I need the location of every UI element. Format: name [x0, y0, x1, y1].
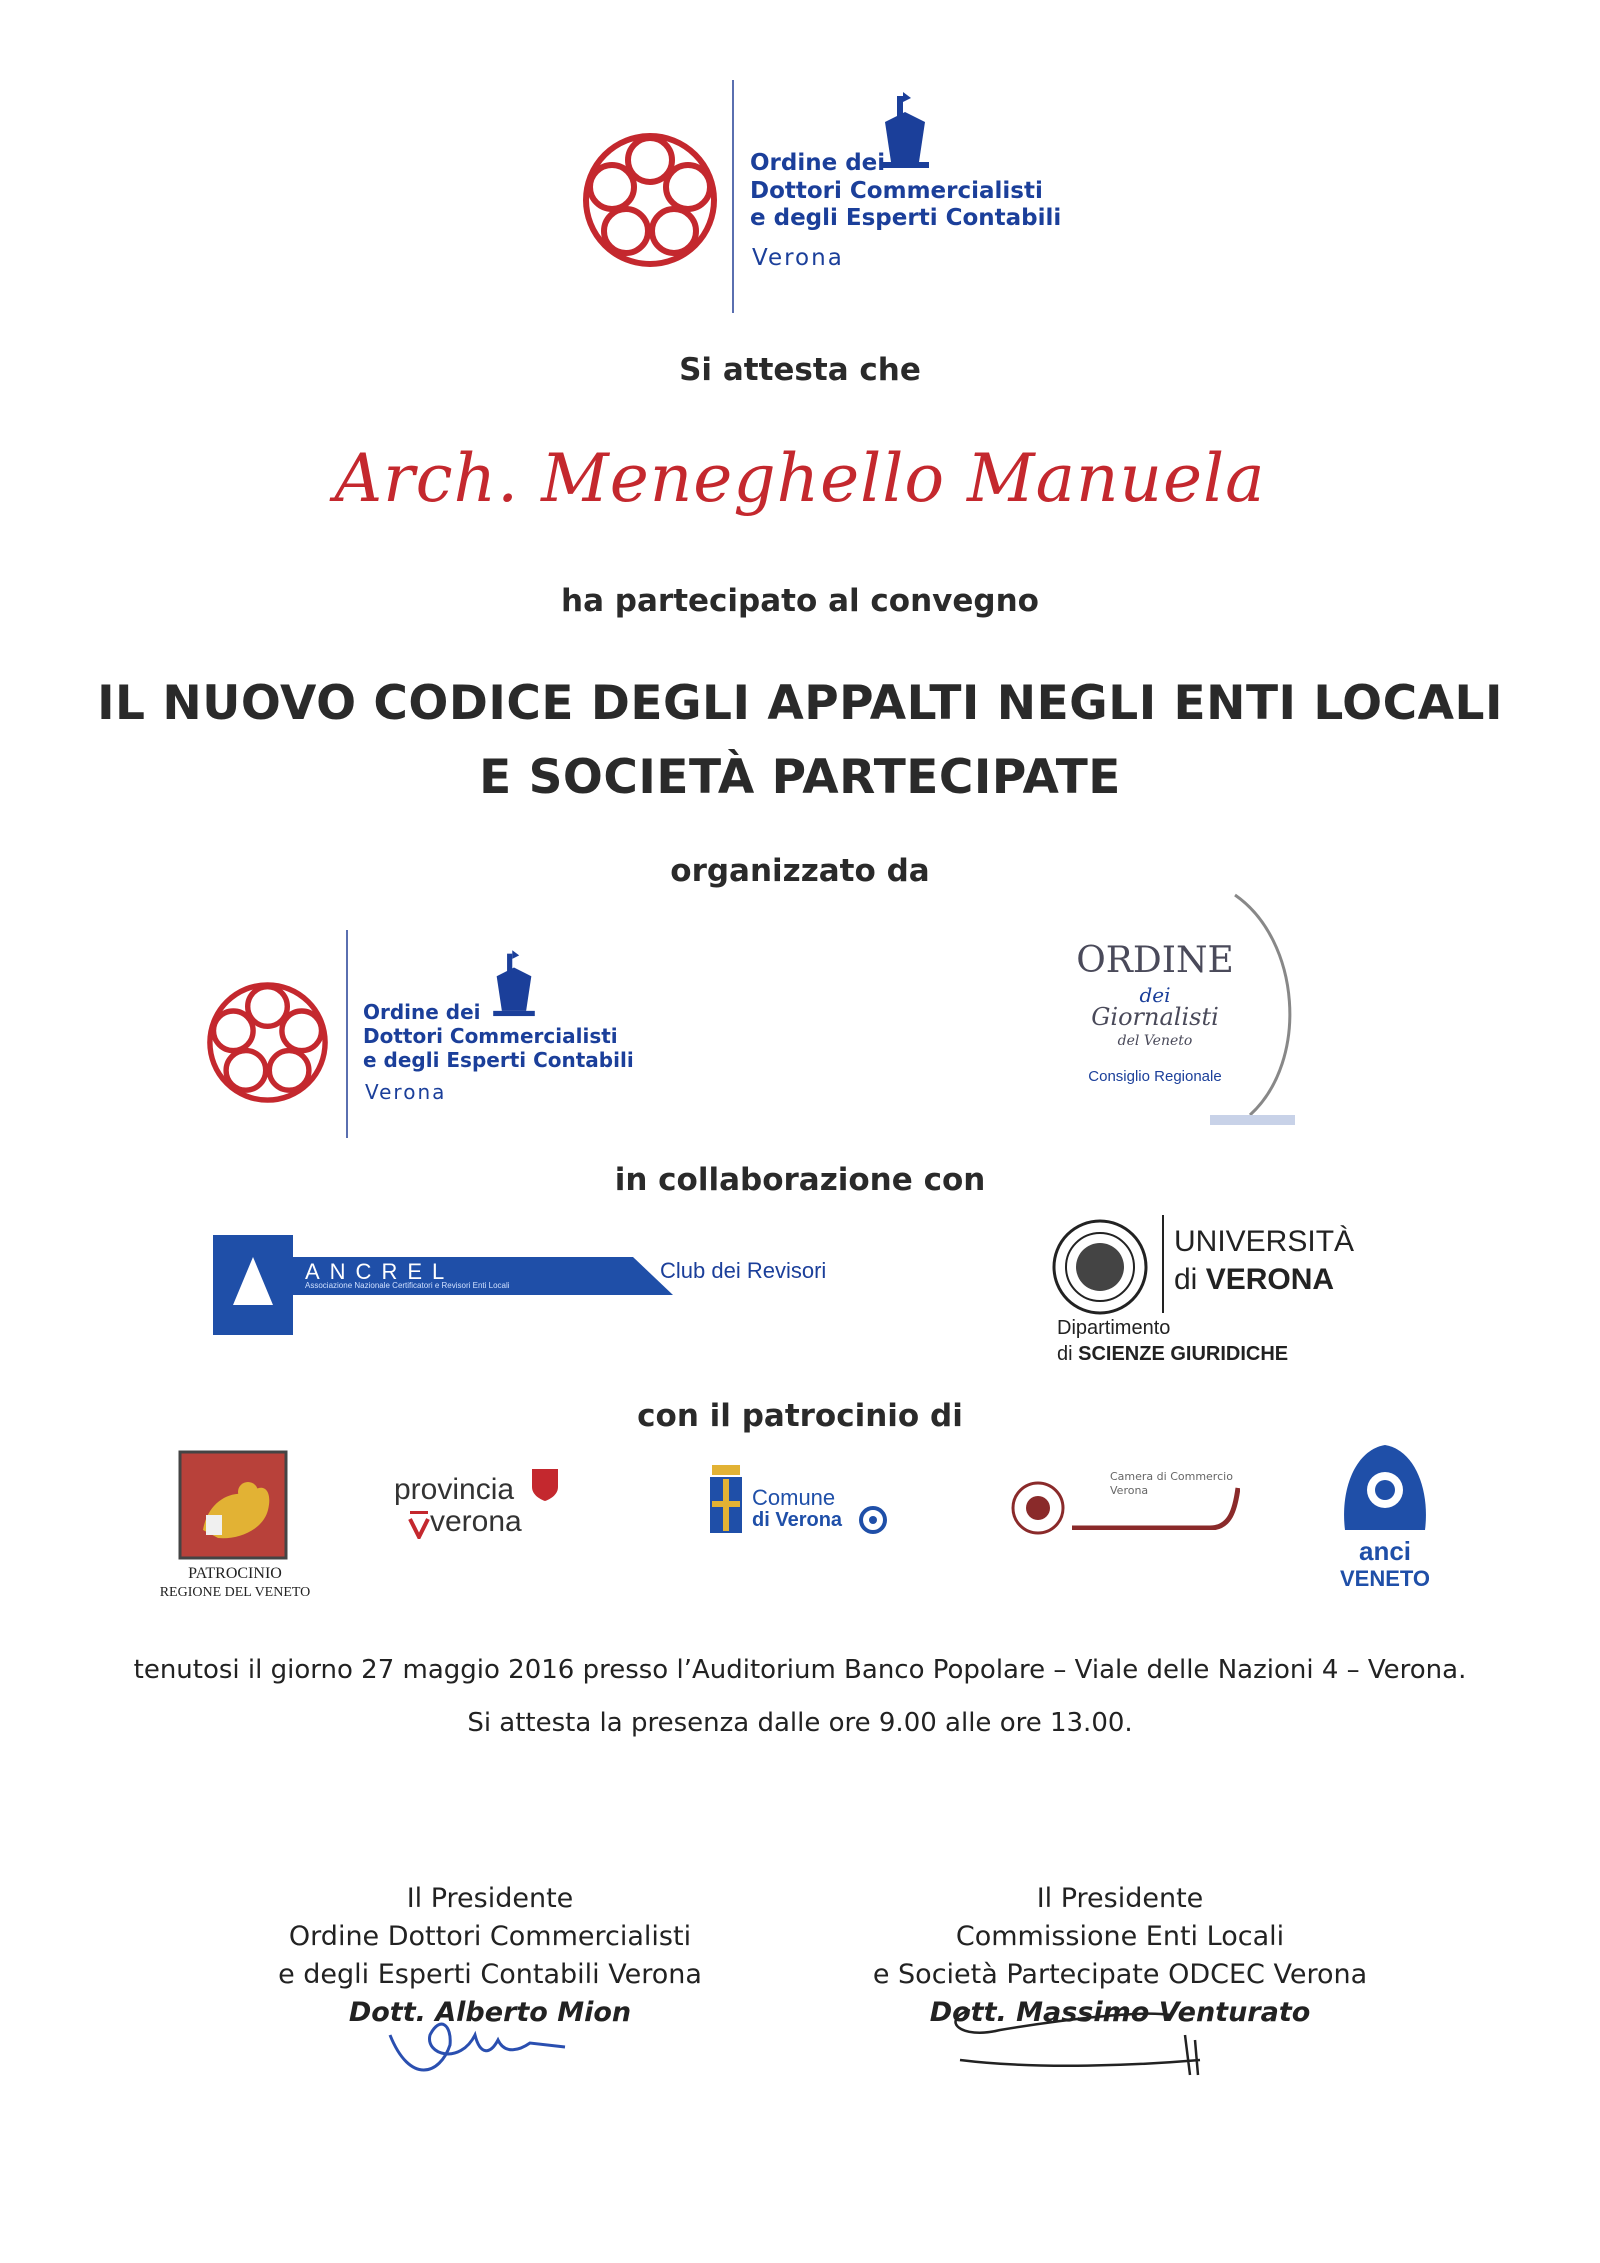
- univr-divider: [1162, 1215, 1164, 1313]
- signatory-right-role: Il Presidente: [1036, 1883, 1204, 1914]
- comune-crest-icon: [708, 1465, 744, 1537]
- recipient-name: Arch. Meneghello Manuela: [334, 440, 1266, 517]
- univr-seal-icon: [1050, 1217, 1150, 1317]
- univr-line2-strong: VERONA: [1205, 1263, 1335, 1296]
- odcec-line3: e degli Esperti Contabili: [750, 205, 1062, 232]
- giornalisti-veneto: del Veneto: [1117, 1033, 1193, 1049]
- patronage-text: con il patrocinio di: [637, 1398, 963, 1434]
- camera-seal-icon: [1010, 1480, 1066, 1536]
- organizer-odcec-line2: Dottori Commercialisti: [363, 1024, 618, 1048]
- signatory-right-name: Dott. Massimo Venturato: [929, 1997, 1311, 2028]
- attendance: Si attesta la presenza dalle ore 9.00 alle ore 13.00.: [467, 1708, 1133, 1738]
- ancrel-subtitle: Associazione Nazionale Certificatori e Revisori Enti Locali: [305, 1281, 510, 1290]
- comune-line1: Comune: [752, 1485, 836, 1510]
- camera-line2: Verona: [1110, 1484, 1149, 1497]
- signatory-left-role: Il Presidente: [406, 1883, 574, 1914]
- giornalisti-logo: [1060, 890, 1320, 1130]
- provincia-line2: verona: [430, 1505, 522, 1538]
- organizer-odcec-divider: [346, 930, 348, 1138]
- regione-line2: REGIONE DEL VENETO: [159, 1585, 311, 1600]
- signatory-right-org1: Commissione Enti Locali: [955, 1921, 1285, 1952]
- comune-line2: di Verona: [752, 1509, 843, 1531]
- signatory-left-name: Dott. Alberto Mion: [348, 1997, 632, 2028]
- organizer-odcec-logo: [200, 930, 640, 1140]
- odcec-line1: Ordine dei: [750, 150, 886, 176]
- univr-line1: UNIVERSITÀ: [1174, 1225, 1355, 1258]
- giornalisti-ordine: ORDINE: [1076, 940, 1234, 981]
- anci-lion-icon: [1335, 1440, 1435, 1538]
- organizer-odcec-knot-icon: [200, 975, 335, 1110]
- signatory-left-org1: Ordine Dottori Commercialisti: [288, 1921, 692, 1952]
- camera-line1: Camera di Commercio: [1110, 1470, 1233, 1483]
- event-title-line2: E SOCIETÀ PARTECIPATE: [479, 750, 1121, 805]
- patron-regione: [150, 1450, 320, 1610]
- participation-text: ha partecipato al convegno: [561, 583, 1039, 619]
- odcec-line2: Dottori Commercialisti: [750, 177, 1043, 204]
- provincia-v-icon: [408, 1509, 430, 1539]
- camera-swoosh-icon: [1070, 1480, 1240, 1530]
- univr-logo: [1050, 1215, 1370, 1365]
- univr-dept2-prefix: di: [1057, 1343, 1079, 1365]
- giornalisti-dei: dei: [1139, 983, 1171, 1007]
- univr-line2-prefix: di: [1174, 1263, 1206, 1296]
- provincia-line1: provincia: [394, 1473, 515, 1506]
- patron-camera: [1010, 1470, 1240, 1540]
- event-title-line1: IL NUOVO CODICE DEGLI APPALTI NEGLI ENTI LOCALI: [97, 676, 1503, 731]
- signatory-left-org2: e degli Esperti Contabili Verona: [278, 1959, 702, 1990]
- ancrel-name: ANCREL: [305, 1259, 455, 1284]
- ancrel-logo: [213, 1235, 683, 1335]
- comune-mark-icon: [858, 1505, 888, 1535]
- organizer-odcec-city: Verona: [365, 1080, 447, 1104]
- patron-comune: [708, 1465, 908, 1540]
- odcec-knot-icon: [575, 125, 725, 275]
- patron-anci: [1335, 1440, 1435, 1600]
- signature-right-icon: [940, 1990, 1240, 2080]
- organized-by: organizzato da: [670, 853, 930, 889]
- organizer-odcec-line3: e degli Esperti Contabili: [363, 1048, 634, 1072]
- ancrel-club: Club dei Revisori: [660, 1258, 827, 1283]
- header-odcec-logo: [575, 80, 1062, 315]
- organizer-odcec-line1: Ordine dei: [363, 1000, 481, 1024]
- anci-line2: VENETO: [1339, 1566, 1431, 1591]
- univr-dept2-strong: SCIENZE GIURIDICHE: [1078, 1343, 1289, 1365]
- provincia-crest-icon: [530, 1465, 560, 1503]
- patron-provincia: [390, 1465, 590, 1545]
- anci-line1: anci: [1358, 1536, 1412, 1566]
- odcec-divider: [732, 80, 734, 313]
- lion-of-st-mark-icon: [178, 1450, 288, 1560]
- signatory-right-org2: e Società Partecipate ODCEC Verona: [872, 1959, 1368, 1990]
- univr-dept1: Dipartimento: [1057, 1317, 1171, 1339]
- giornalisti-name: Giornalisti: [1091, 1003, 1219, 1031]
- signature-left-icon: [380, 1995, 580, 2085]
- odcec-city: Verona: [752, 245, 844, 271]
- regione-line1: PATROCINIO: [188, 1565, 282, 1582]
- giornalisti-consiglio: Consiglio Regionale: [1088, 1068, 1222, 1085]
- collaboration-text: in collaborazione con: [614, 1162, 986, 1198]
- event-details: tenutosi il giorno 27 maggio 2016 presso l’Auditorium Banco Popolare – Viale delle Nazioni 4 – Verona.: [133, 1655, 1467, 1685]
- attest-intro: Si attesta che: [679, 352, 921, 388]
